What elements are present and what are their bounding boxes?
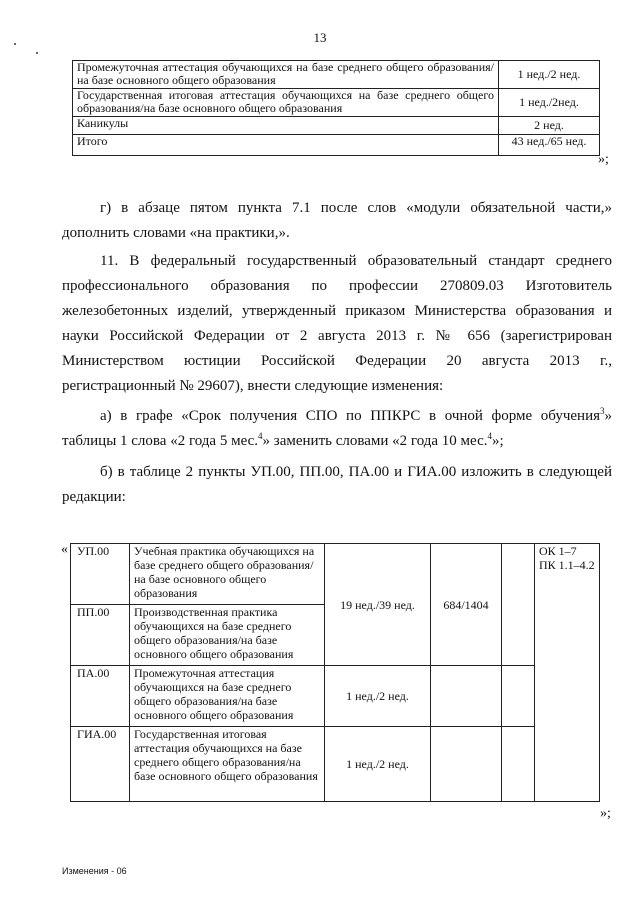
footnote-ref: 3 — [600, 406, 605, 416]
paragraph-11: 11. В федеральный государственный образовательный стандарт среднего профессионального образования по профессии 270809.03 Изготовитель железобетонных изделий, утвержденный приказом Министерства образования и науки Российской Федерации от 2 августа 2013 г. № 656 (зарегистрирован Министерством юстиции Российской Федерации 20 августа 2013 г., регистрационный № 29607), внести следующие изменения: — [62, 253, 612, 394]
table-row — [73, 117, 600, 135]
table-cell — [502, 666, 535, 727]
table-cell: Итого — [73, 135, 499, 156]
practice-table — [70, 543, 600, 802]
table-cell: 2 нед. — [499, 117, 600, 135]
study-schedule-table — [72, 60, 600, 156]
table-cell — [431, 666, 502, 727]
footnote-ref: 4 — [258, 431, 263, 441]
table-cell — [502, 544, 535, 666]
text-run: » таблицы 1 слова «2 года 5 мес. — [62, 408, 612, 449]
competency-item: ОК 1–7 — [539, 544, 577, 558]
table-row — [73, 135, 600, 156]
table-cell: Производственная практика обучающихся на базе среднего общего образования/на базе основного общего образования — [130, 605, 325, 666]
text-run: »; — [492, 433, 504, 449]
table-cell: Государственная итоговая аттестация обучающихся на базе среднего общего образования/на базе основного общего образования — [130, 727, 325, 802]
table-cell: УП.00 — [71, 544, 130, 605]
table-row — [73, 89, 600, 117]
table-row — [73, 61, 600, 89]
paragraph-a — [62, 404, 612, 454]
table-cell: Промежуточная аттестация обучающихся на базе среднего общего образования/на базе основного общего образования — [73, 61, 499, 89]
closing-quote: »; — [600, 806, 611, 821]
table-cell — [502, 727, 535, 802]
text-run: а) в графе «Срок получения СПО по ППКРС в очной форме обучения — [100, 408, 600, 424]
table-cell: ПА.00 — [71, 666, 130, 727]
page-number: 13 — [313, 30, 327, 45]
table-cell: 1 нед./2 нед. — [325, 666, 431, 727]
paragraph-b: б) в таблице 2 пункты УП.00, ПП.00, ПА.00 и ГИА.00 изложить в следующей редакции: — [62, 464, 612, 505]
table-row — [71, 727, 600, 802]
table-cell: 19 нед./39 нед. — [325, 544, 431, 666]
table-row — [71, 544, 600, 605]
table-cell — [431, 727, 502, 802]
footer-note: Изменения - 06 — [62, 866, 127, 876]
paragraph-g: г) в абзаце пятом пункта 7.1 после слов «модули обязательной части,» дополнить словами «на практики,». — [62, 200, 612, 241]
table-row — [71, 666, 600, 727]
table-cell: Государственная итоговая аттестация обучающихся на базе среднего общего образования/на базе основного общего образования — [73, 89, 499, 117]
table-cell: Учебная практика обучающихся на базе среднего общего образования/на базе основного общего образования — [130, 544, 325, 605]
opening-quote: « — [61, 542, 68, 557]
table-cell: 1 нед./2 нед. — [325, 727, 431, 802]
table-cell: 1 нед./2нед. — [499, 89, 600, 117]
table-cell — [535, 544, 600, 802]
table-cell: ПП.00 — [71, 605, 130, 666]
table-cell: Каникулы — [73, 117, 499, 135]
competency-item: ПК 1.1–4.2 — [539, 558, 595, 572]
text-run: » заменить словами «2 года 10 мес. — [262, 433, 488, 449]
table-cell: ГИА.00 — [71, 727, 130, 802]
table-cell: Промежуточная аттестация обучающихся на базе среднего общего образования/на базе основного общего образования — [130, 666, 325, 727]
table-cell: 684/1404 — [431, 544, 502, 666]
footnote-ref: 4 — [487, 431, 492, 441]
scan-dot — [36, 52, 38, 54]
closing-quote: »; — [598, 152, 609, 167]
table-cell: 1 нед./2 нед. — [499, 61, 600, 89]
table-cell: 43 нед./65 нед. — [499, 135, 600, 156]
scan-dot — [14, 43, 16, 45]
